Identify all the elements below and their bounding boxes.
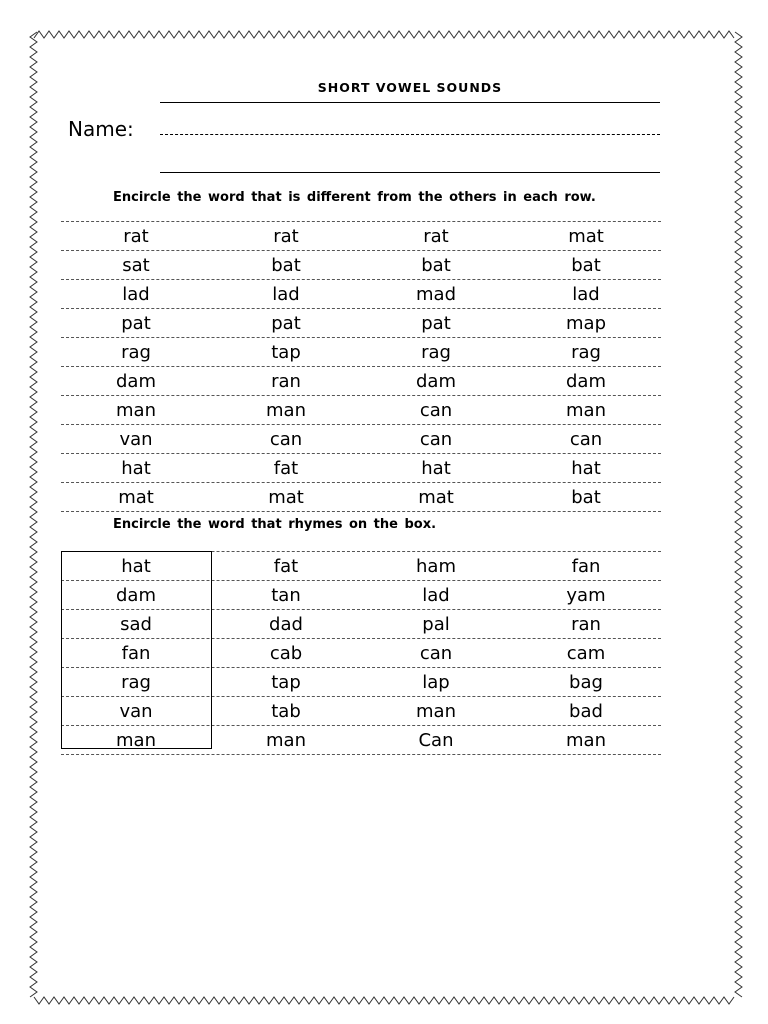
word-option[interactable]: pat <box>421 313 451 334</box>
box-word: dam <box>116 585 156 606</box>
word-option[interactable]: pat <box>271 313 301 334</box>
different-row-row <box>61 280 661 309</box>
name-field-line[interactable] <box>160 134 660 135</box>
word-option[interactable]: Can <box>418 730 454 751</box>
word-option[interactable]: bat <box>421 255 451 276</box>
word-option[interactable]: bag <box>569 672 603 693</box>
word-option[interactable]: van <box>119 429 153 450</box>
word-option[interactable]: man <box>566 400 606 421</box>
word-option[interactable]: mat <box>418 487 454 508</box>
box-word: man <box>116 730 156 751</box>
word-option[interactable]: mat <box>268 487 304 508</box>
section1-instruction: Encircle the word that is different from the others in each row. <box>113 190 596 205</box>
different-word-table <box>61 221 661 512</box>
word-option[interactable]: bad <box>569 701 603 722</box>
name-bottom-line <box>160 172 660 173</box>
word-option[interactable]: cab <box>269 643 303 664</box>
word-option[interactable]: lad <box>422 585 450 606</box>
word-option[interactable]: can <box>269 429 303 450</box>
word-option[interactable]: man <box>266 730 306 751</box>
word-option[interactable]: fat <box>273 458 299 479</box>
word-option[interactable]: rag <box>571 342 601 363</box>
different-row-row <box>61 338 661 367</box>
word-option[interactable]: cam <box>566 643 606 664</box>
word-option[interactable]: can <box>419 643 453 664</box>
word-option[interactable]: ham <box>416 556 456 577</box>
word-option[interactable]: pat <box>121 313 151 334</box>
word-option[interactable]: tap <box>271 672 301 693</box>
word-option[interactable]: ran <box>271 371 301 392</box>
word-option[interactable]: rat <box>123 226 149 247</box>
word-option[interactable]: ran <box>571 614 601 635</box>
word-option[interactable]: rag <box>421 342 451 363</box>
box-word: fan <box>121 643 151 664</box>
word-option[interactable]: hat <box>121 458 151 479</box>
different-row-row <box>61 396 661 425</box>
word-option[interactable]: rag <box>121 342 151 363</box>
word-option[interactable]: can <box>569 429 603 450</box>
title-underline <box>160 102 660 103</box>
word-option[interactable]: dam <box>566 371 606 392</box>
different-row-row <box>61 454 661 483</box>
word-option[interactable]: tan <box>271 585 301 606</box>
different-row-row <box>61 425 661 454</box>
word-option[interactable]: dam <box>116 371 156 392</box>
word-option[interactable]: map <box>566 313 606 334</box>
word-option[interactable]: can <box>419 429 453 450</box>
word-option[interactable]: man <box>266 400 306 421</box>
word-option[interactable]: rat <box>423 226 449 247</box>
section2-instruction: Encircle the word that rhymes on the box. <box>113 517 437 532</box>
word-option[interactable]: bat <box>571 255 601 276</box>
rhyme-table <box>61 551 661 755</box>
different-row-row <box>61 483 661 512</box>
word-option[interactable]: tab <box>271 701 301 722</box>
different-row-row <box>61 309 661 338</box>
box-word: sad <box>120 614 152 635</box>
word-option[interactable]: hat <box>571 458 601 479</box>
box-word: van <box>119 701 153 722</box>
word-option[interactable]: pal <box>422 614 450 635</box>
box-word: rag <box>121 672 151 693</box>
word-option[interactable]: lad <box>272 284 300 305</box>
word-option[interactable]: lad <box>572 284 600 305</box>
word-option[interactable]: hat <box>421 458 451 479</box>
different-row-row <box>61 221 661 251</box>
word-option[interactable]: tap <box>271 342 301 363</box>
word-option[interactable]: bat <box>271 255 301 276</box>
box-column <box>61 551 212 749</box>
word-option[interactable]: man <box>566 730 606 751</box>
word-option[interactable]: mat <box>118 487 154 508</box>
word-option[interactable]: man <box>116 400 156 421</box>
word-option[interactable]: dam <box>416 371 456 392</box>
word-option[interactable]: sat <box>122 255 150 276</box>
word-option[interactable]: lap <box>422 672 450 693</box>
word-option[interactable]: bat <box>571 487 601 508</box>
name-label: Name: <box>68 117 134 141</box>
word-option[interactable]: yam <box>566 585 606 606</box>
worksheet-title: SHORT VOWEL SOUNDS <box>317 80 503 95</box>
word-option[interactable]: lad <box>122 284 150 305</box>
word-option[interactable]: mad <box>416 284 456 305</box>
word-option[interactable]: dad <box>269 614 303 635</box>
word-option[interactable]: mat <box>568 226 604 247</box>
box-word: hat <box>121 556 151 577</box>
word-option[interactable]: rat <box>273 226 299 247</box>
different-row-row <box>61 367 661 396</box>
different-row-row <box>61 251 661 280</box>
word-option[interactable]: man <box>416 701 456 722</box>
word-option[interactable]: fat <box>273 556 299 577</box>
word-option[interactable]: can <box>419 400 453 421</box>
word-option[interactable]: fan <box>571 556 601 577</box>
